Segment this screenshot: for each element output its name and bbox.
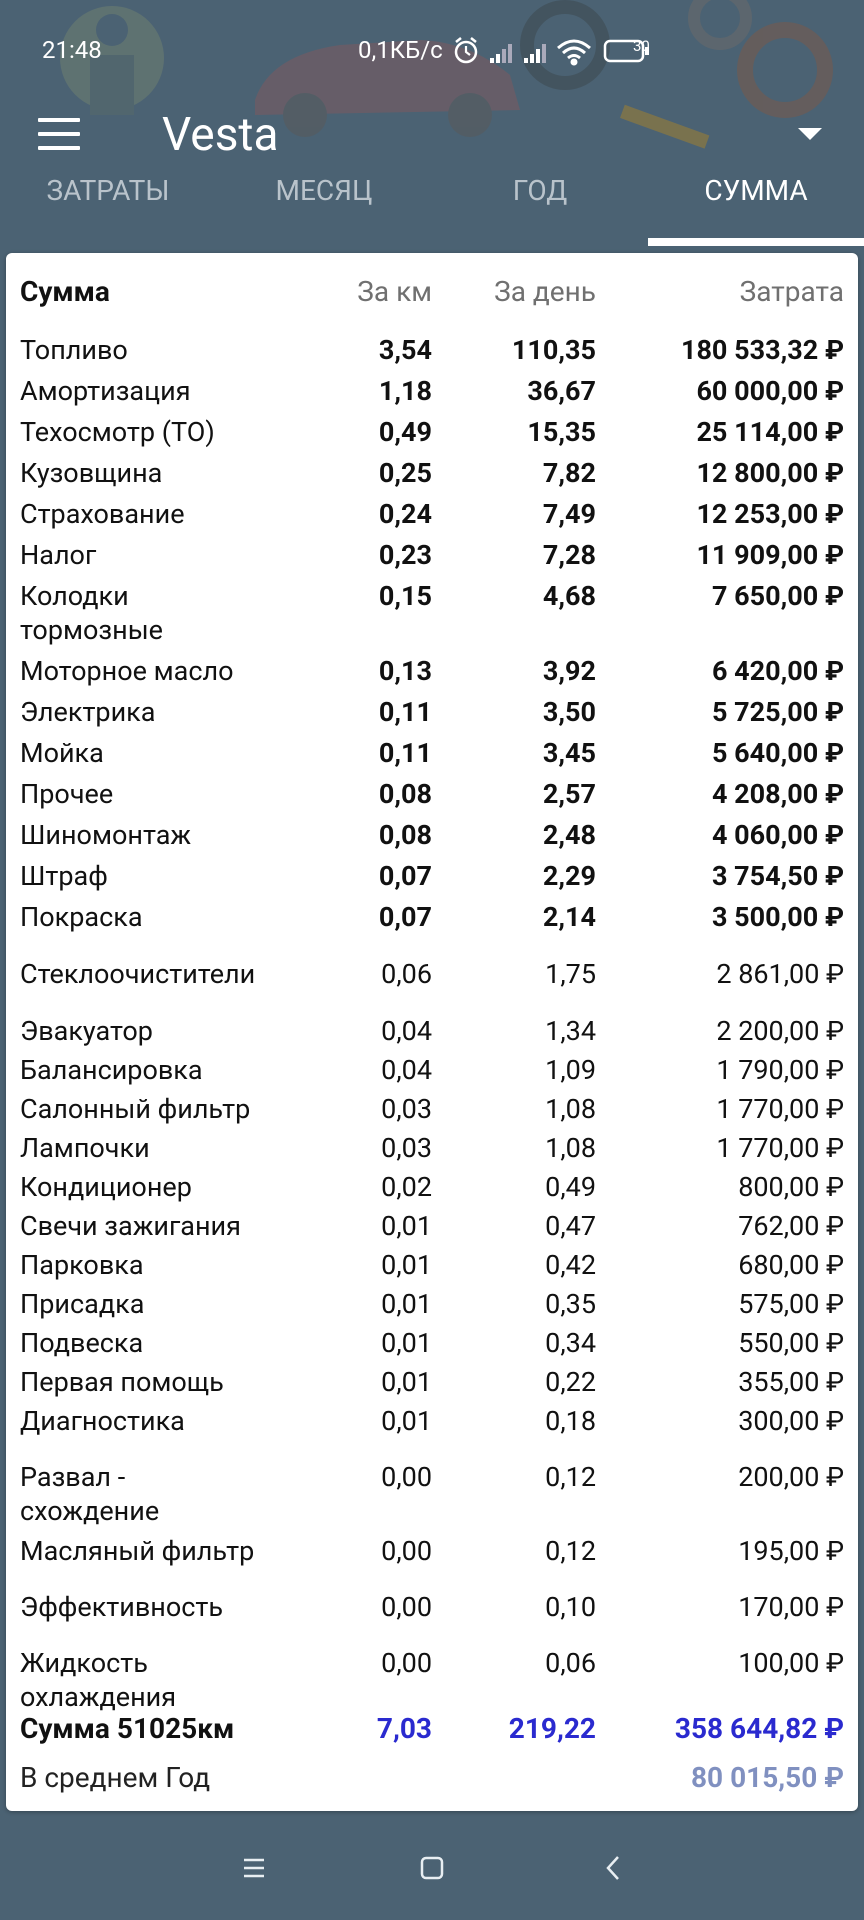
summary-card: Сумма За км За день Затрата Топливо 3,54 110,35 180 533,32 ₽ Амортизация 1,18 36,67 60 000,00 ₽ Техосмотр (ТО) 0,49 15,35 25 114,00 ₽ Кузовщина 0,25 7,82 12 800,00 ₽ Страхование 0,24 7,49 12 253,00 ₽ Налог 0,23 7,28 11 909,00 ₽ Колодки тормозные 0,15 4,68 7 650,00 ₽ Моторное масло 0,13 3,92 6 420,00 ₽ Электрика 0,11 3,50 5 725,00 ₽ Мойка 0,11 3,45 5 640,00 ₽ Прочее 0,08 2,57 4 208,00 ₽ Шиномонтаж 0,08 2,48 4 060,00 ₽ Штраф 0,07 2,29 3 754,50 ₽ Покраска 0,07 2,14 3 500,00 ₽ Стеклоочистители 0,06 1,75 2 861,00 ₽ Эвакуатор 0,04 1,34 2 200,00 ₽ Балансировка 0,04 1,09 1 790,00 ₽ Салонный фильтр 0,03 1,08 1 770,00 ₽ Лампочки 0,03 1,08 1 770,00 ₽ Кондиционер 0,02 0,49 800,00 ₽ Свечи зажигания 0,01 0,47 762,00 ₽ Парковка 0,01 0,42 680,00 ₽ Присадка 0,01 0,35 575,00 ₽ Подвеска 0,01 0,34 550,00 ₽ Первая помощь 0,01 0,22 355,00 ₽ Диагностика 0,01 0,18 300,00 ₽ Развал - схождение 0,00 0,12 200,00 ₽ Масляный фильтр 0,00 0,12 195,00 ₽ Эффективность 0,00 0,10 170,00 ₽ Жидкость охлаждения 0,00 0,06 100,00 ₽ Сумма 51025км 7,03 219,22 358 644,82 ₽ В среднем Год 80 015,50 ₽ xyxy=(6,253,858,1811)
signal-icon xyxy=(524,44,546,63)
hamburger-menu-icon[interactable] xyxy=(38,118,80,152)
tab-sum[interactable]: СУММА xyxy=(704,174,808,207)
header-name: Сумма xyxy=(20,275,110,308)
battery-level: 30 xyxy=(633,37,650,55)
recents-icon[interactable] xyxy=(234,1848,274,1888)
status-bar xyxy=(0,28,864,74)
tab-expenses[interactable]: ЗАТРАТЫ xyxy=(46,174,170,207)
average-cost: 80 015,50 ₽ xyxy=(690,1761,844,1794)
back-icon[interactable] xyxy=(594,1848,634,1888)
tab-bar xyxy=(0,168,864,246)
active-tab-indicator xyxy=(648,238,864,246)
header-cost: Затрата xyxy=(739,275,844,308)
app-title: Vesta xyxy=(162,108,279,162)
total-per-km: 7,03 xyxy=(376,1712,432,1745)
tab-year[interactable]: ГОД xyxy=(512,174,568,207)
dropdown-arrow-icon[interactable] xyxy=(798,128,822,140)
total-per-day: 219,22 xyxy=(508,1712,596,1745)
network-speed: 0,1КБ/с xyxy=(358,36,443,64)
average-label: В среднем Год xyxy=(20,1761,211,1794)
signal-icon xyxy=(490,44,512,63)
home-icon[interactable] xyxy=(412,1848,452,1888)
status-time: 21:48 xyxy=(42,36,102,64)
total-label: Сумма 51025км xyxy=(20,1712,235,1745)
wifi-icon xyxy=(558,41,590,64)
header-per-day: За день xyxy=(494,275,596,308)
system-nav-bar xyxy=(0,1818,864,1920)
app-header xyxy=(0,0,864,295)
tab-month[interactable]: МЕСЯЦ xyxy=(275,174,373,207)
alarm-icon xyxy=(456,38,476,62)
header-per-km: За км xyxy=(357,275,432,308)
car-illustration-background xyxy=(0,0,864,180)
total-cost: 358 644,82 ₽ xyxy=(674,1712,844,1745)
